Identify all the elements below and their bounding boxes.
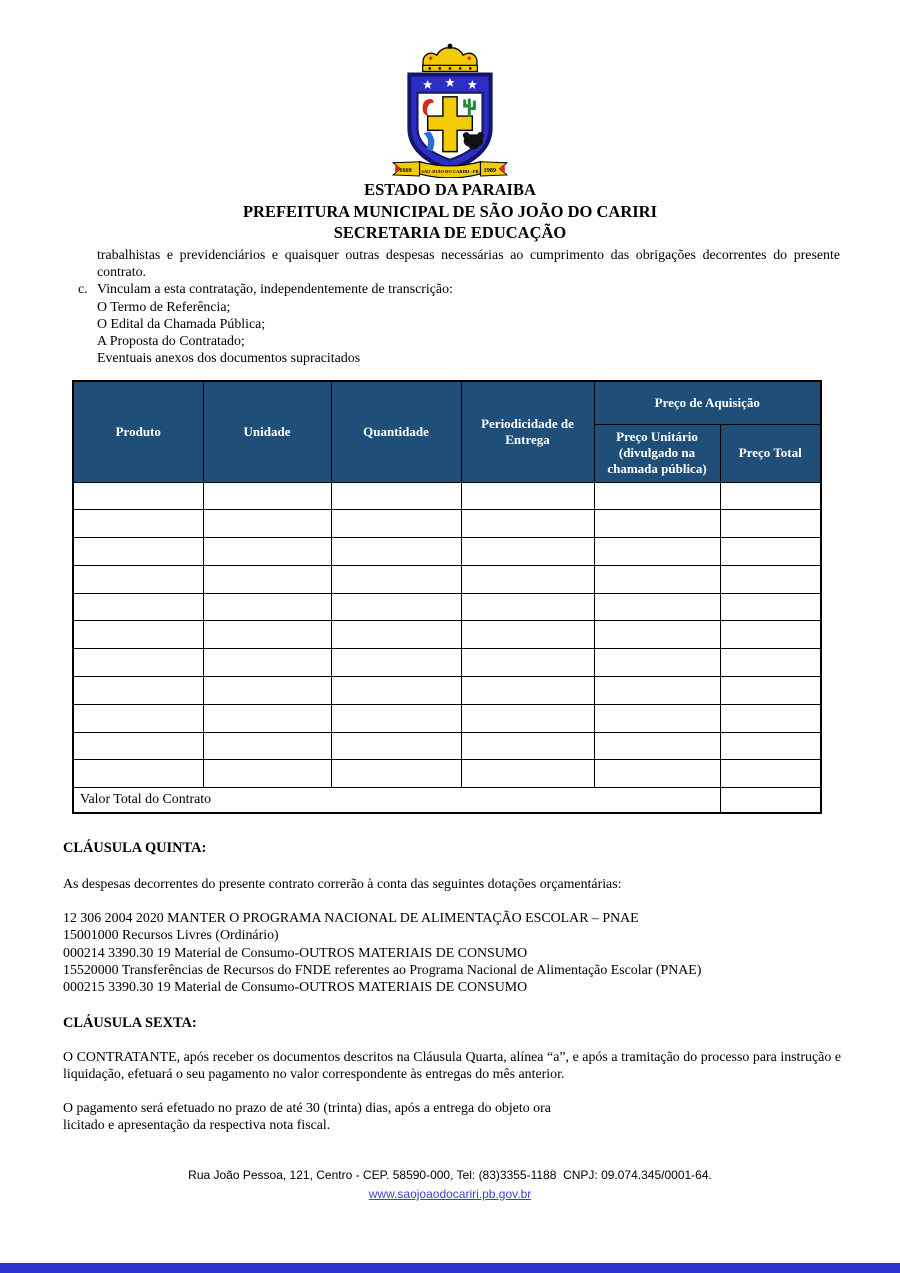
clause-continuation-text: trabalhistas e previdenciários e quaisquer outras despesas necessárias ao cumprimento das obrigações decorrentes do presente contrato. [97, 248, 840, 281]
table-cell [73, 732, 203, 760]
table-cell [73, 677, 203, 705]
clausula-sexta-paragraph2 [63, 1100, 841, 1135]
clause-item-c [78, 281, 840, 298]
table-cell [331, 538, 461, 566]
table-row [73, 510, 821, 538]
ribbon-year-right: 1989 [483, 166, 497, 174]
table-cell [720, 565, 821, 593]
table-cell [594, 593, 720, 621]
table-cell [331, 565, 461, 593]
table-cell [331, 677, 461, 705]
table-cell [203, 677, 331, 705]
table-cell [73, 704, 203, 732]
org-header-state: ESTADO DA PARAIBA [364, 180, 536, 199]
shield [409, 74, 490, 169]
table-cell [720, 677, 821, 705]
table-cell [461, 593, 594, 621]
table-cell [461, 649, 594, 677]
table-cell [331, 593, 461, 621]
paragraph2-line1: O pagamento será efetuado no prazo de até 30 (trinta) dias, após a entrega do objeto ora [63, 1101, 551, 1116]
budget-line: 000215 3390.30 19 Material de Consumo-OUTROS MATERIAIS DE CONSUMO [63, 980, 528, 996]
table-cell [461, 732, 594, 760]
budget-line: 000214 3390.30 19 Material de Consumo-OUTROS MATERIAIS DE CONSUMO [63, 945, 528, 961]
table-cell [331, 510, 461, 538]
table-cell [720, 704, 821, 732]
table-cell [594, 704, 720, 732]
total-row-label: Valor Total do Contrato [73, 788, 720, 814]
clausula-sexta-paragraph1: O CONTRATANTE, após receber os documentos descritos na Cláusula Quarta, alínea “a”, e após a tramitação do processo para instrução e liquidação, efetuará o seu pagamento no valor correspondente às entregas do mês anterior. [63, 1050, 841, 1083]
col-header-unidade: Unidade [203, 381, 331, 482]
table-row [73, 760, 821, 788]
table-row [73, 704, 821, 732]
table-cell [73, 565, 203, 593]
table-cell [594, 621, 720, 649]
table-cell [203, 482, 331, 510]
table-cell [461, 538, 594, 566]
table-row [73, 565, 821, 593]
table-cell [203, 538, 331, 566]
table-cell [720, 621, 821, 649]
table-row [73, 482, 821, 510]
total-row [73, 788, 821, 814]
table-cell [331, 760, 461, 788]
org-header [0, 179, 900, 244]
table-row [73, 677, 821, 705]
col-header-preco-aquisicao: Preço de Aquisição [594, 381, 821, 424]
org-header-municipality: PREFEITURA MUNICIPAL DE SÃO JOÃO DO CARIRI [242, 201, 658, 221]
table-row [73, 593, 821, 621]
price-table [72, 380, 822, 814]
table-cell [461, 510, 594, 538]
table-body [73, 482, 821, 788]
table-cell [203, 510, 331, 538]
clause-item-marker: c. [78, 282, 88, 298]
table-cell [73, 649, 203, 677]
table-cell [720, 510, 821, 538]
table-cell [594, 565, 720, 593]
table-cell [461, 704, 594, 732]
clause-item-text: Vinculam a esta contratação, independentemente de transcrição: [97, 282, 453, 298]
col-header-preco-unitario: Preço Unitário (divulgado na chamada pública) [594, 424, 720, 482]
paragraph2-line2: licitado e apresentação da respectiva nota fiscal. [63, 1118, 331, 1134]
table-cell [594, 649, 720, 677]
col-header-periodicidade: Periodicidade de Entrega [461, 381, 594, 482]
table-cell [203, 760, 331, 788]
table-cell [461, 565, 594, 593]
clausula-sexta-title: CLÁUSULA SEXTA: [63, 1015, 197, 1031]
org-header-department: SECRETARIA DE EDUCAÇÃO [333, 223, 567, 242]
ribbon-year-left: 1669 [399, 166, 412, 174]
table-cell [73, 621, 203, 649]
table-cell [73, 510, 203, 538]
ribbon-motto: SÃO JOÃO DO CARIRI - PB [421, 168, 479, 174]
clause-subitem: A Proposta do Contratado; [97, 334, 245, 350]
municipal-coat-of-arms [375, 42, 525, 183]
clause-subitem: O Edital da Chamada Pública; [97, 316, 266, 332]
col-header-produto: Produto [73, 381, 203, 482]
table-cell [461, 677, 594, 705]
table-cell [331, 621, 461, 649]
table-cell [203, 704, 331, 732]
col-header-quantidade: Quantidade [331, 381, 461, 482]
table-cell [594, 677, 720, 705]
col-header-preco-total: Preço Total [720, 424, 821, 482]
table-cell [594, 538, 720, 566]
table-row [73, 538, 821, 566]
table-cell [203, 732, 331, 760]
table-row [73, 732, 821, 760]
clause-intro [78, 247, 840, 367]
table-cell [203, 621, 331, 649]
table-cell [203, 565, 331, 593]
table-cell [720, 760, 821, 788]
bottom-page-bar [0, 1263, 900, 1273]
table-cell [331, 482, 461, 510]
budget-line: 15001000 Recursos Livres (Ordinário) [63, 928, 279, 944]
crown-icon [423, 44, 478, 72]
budget-line: 12 306 2004 2020 MANTER O PROGRAMA NACIONAL DE ALIMENTAÇÃO ESCOLAR – PNAE [63, 911, 639, 926]
table-cell [203, 649, 331, 677]
table-cell [720, 649, 821, 677]
table-cell [331, 732, 461, 760]
table-cell [203, 593, 331, 621]
clausula-quinta-title: CLÁUSULA QUINTA: [63, 840, 207, 856]
coat-of-arms-icon [375, 42, 525, 178]
footer-address: Rua João Pessoa, 121, Centro - CEP. 58590-000, Tel: (83)3355-1188 CNPJ: 09.074.345/0001-64. [188, 1168, 712, 1182]
table-cell [720, 482, 821, 510]
table-cell [331, 704, 461, 732]
table-row [73, 649, 821, 677]
clause-subitem: Eventuais anexos dos documentos supracitados [97, 351, 361, 367]
clause-subitem: O Termo de Referência; [97, 299, 231, 315]
table-cell [594, 732, 720, 760]
table-cell [720, 593, 821, 621]
table-cell [594, 510, 720, 538]
table-cell [594, 760, 720, 788]
table-cell [73, 760, 203, 788]
clausula-quinta-intro: As despesas decorrentes do presente contrato correrão à conta das seguintes dotações orçamentárias: [63, 877, 622, 892]
table-cell [73, 538, 203, 566]
table-cell [720, 538, 821, 566]
footer-website-link[interactable]: www.saojoaodocariri.pb.gov.br [368, 1187, 532, 1201]
budget-line: 15520000 Transferências de Recursos do FNDE referentes ao Programa Nacional de Alimentação Escolar (PNAE) [63, 962, 702, 978]
table-cell [331, 649, 461, 677]
table-cell [73, 482, 203, 510]
budget-lines [63, 910, 853, 996]
table-cell [461, 621, 594, 649]
table-cell [461, 760, 594, 788]
table-cell [73, 593, 203, 621]
table-cell [461, 482, 594, 510]
total-row-value-cell [720, 788, 821, 814]
table-cell [594, 482, 720, 510]
table-row [73, 621, 821, 649]
page-footer [0, 1166, 900, 1204]
table-cell [720, 732, 821, 760]
